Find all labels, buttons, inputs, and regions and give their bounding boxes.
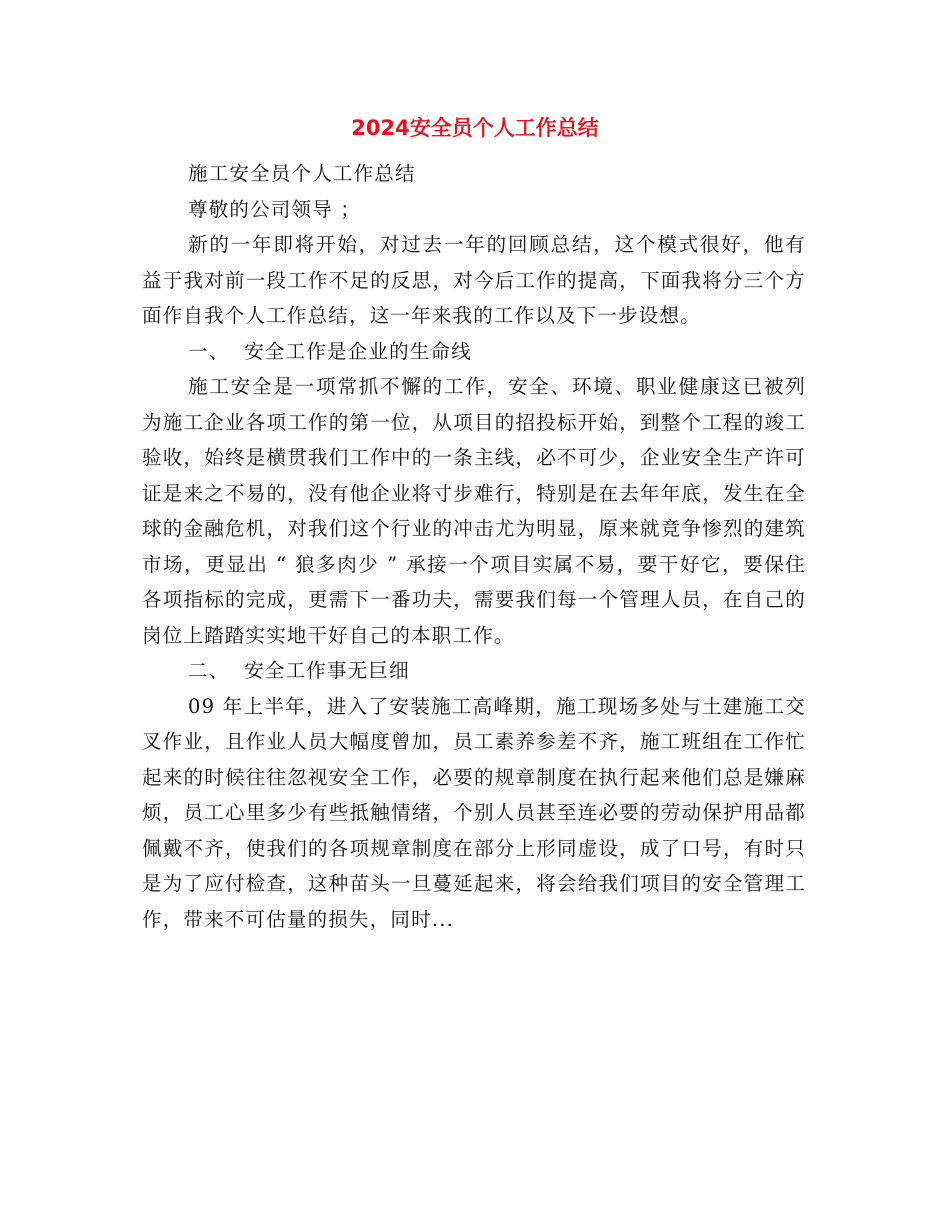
section-2-heading: 二、 安全工作事无巨细 (188, 659, 410, 682)
document-title: 2024安全员个人工作总结 (351, 116, 599, 140)
section-1-heading: 一、 安全工作是企业的生命线 (188, 339, 472, 363)
section-2-paragraph: 09 年上半年，进入了安装施工高峰期，施工现场多处与土建施工交叉作业，且作业人员大幅度曾加，员工素养参差不齐，施工班组在工作忙起来的时候往往忽视安全工作，必要的规章制度在执行起来他们总是嫌麻烦，员工心里多少有些抵触情绪，个别人员甚至连必要的劳动保护用品都佩戴不齐，使我们的各项规章制度在部分上形同虚设，成了口号，有时只是为了应付检查，这种苗头一旦蔓延起来，将会给我们项目的安全管理工作，带来不可估量的损失，同时... (142, 694, 806, 931)
intro-paragraph: 新的一年即将开始，对过去一年的回顾总结，这个模式很好，他有益于我对前一段工作不足的反思，对今后工作的提高，下面我将分三个方面作自我个人工作总结，这一年来我的工作以及下一步设想。 (142, 233, 806, 327)
document-body (142, 156, 806, 937)
salutation: 尊敬的公司领导 ； (188, 197, 361, 221)
subtitle: 施工安全员个人工作总结 (188, 162, 416, 185)
section-1-paragraph: 施工安全是一项常抓不懈的工作，安全、环境、职业健康这已被列为施工企业各项工作的第一位，从项目的招投标开始，到整个工程的竣工验收，始终是横贯我们工作中的一条主线，必不可少，企业安全生产许可证是来之不易的，没有他企业将寸步难行，特别是在去年年底，发生在全球的金融危机，对我们这个行业的冲击尤为明显，原来就竞争惨烈的建筑市场，更显出 “ 狼多肉少 ” 承接一个项目实属不易，要干好它，要保住各项指标的完成，更需下一番功夫，需要我们每一个管理人员，在自己的岗位上踏踏实实地干好自己的本职工作。 (142, 375, 806, 647)
